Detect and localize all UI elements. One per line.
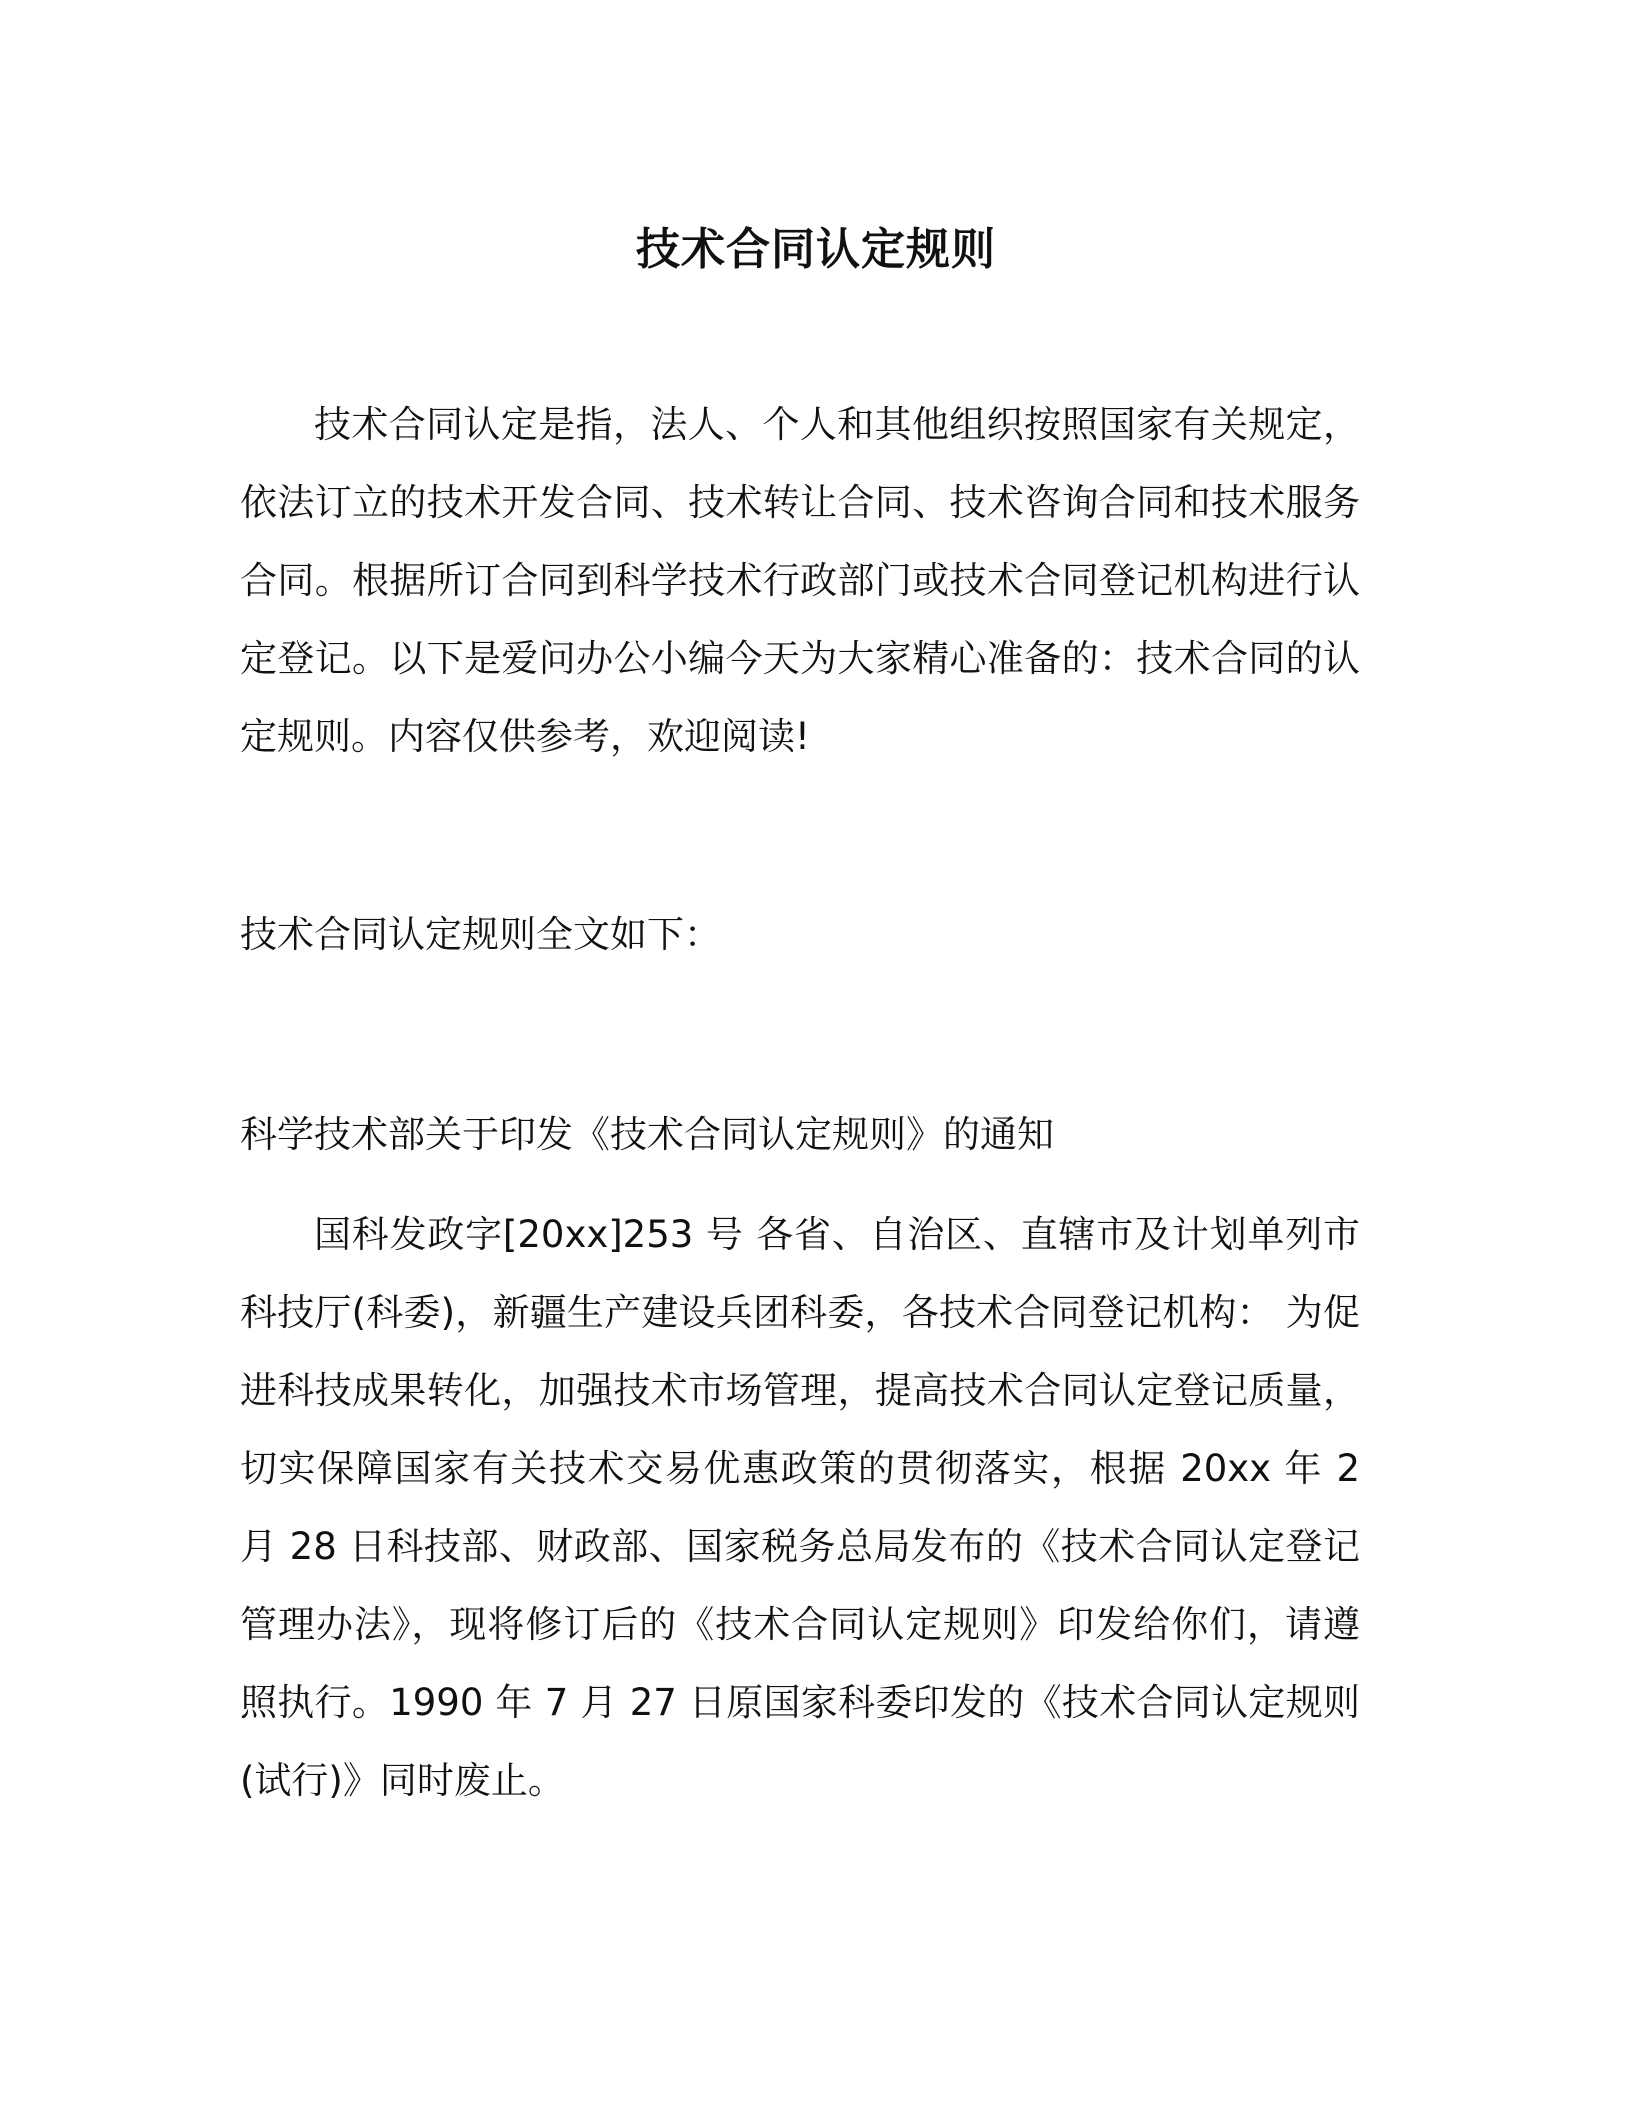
fulltext-heading: 技术合同认定规则全文如下： bbox=[240, 913, 721, 956]
notice-heading: 科学技术部关于印发《技术合同认定规则》的通知 bbox=[240, 1113, 1054, 1156]
document-title: 技术合同认定规则 bbox=[636, 224, 996, 275]
notice-body-paragraph: 国科发政字[20xx]253 号 各省、自治区、直辖市及计划单列市科技厅(科委)，新疆生产建设兵团科委，各技术合同登记机构： 为促进科技成果转化，加强技术市场管理，提高技术合同认定登记质量，切实保障国家有关技术交易优惠政策的贯彻落实，根据 20xx 年 2 月 28 日科技部、财政部、国家税务总局发布的《技术合同认定登记管理办法》，现将修订后的《技术合同认定规则》印发给你们，请遵照执行。1990 年 7 月 27 日原国家科委印发的《技术合同认定规则(试行)》同时废止。 bbox=[240, 1213, 1360, 1802]
intro-paragraph: 技术合同认定是指，法人、个人和其他组织按照国家有关规定，依法订立的技术开发合同、技术转让合同、技术咨询合同和技术服务合同。根据所订合同到科学技术行政部门或技术合同登记机构进行认定登记。以下是爱问办公小编今天为大家精心准备的：技术合同的认定规则。内容仅供参考，欢迎阅读! bbox=[240, 403, 1360, 758]
